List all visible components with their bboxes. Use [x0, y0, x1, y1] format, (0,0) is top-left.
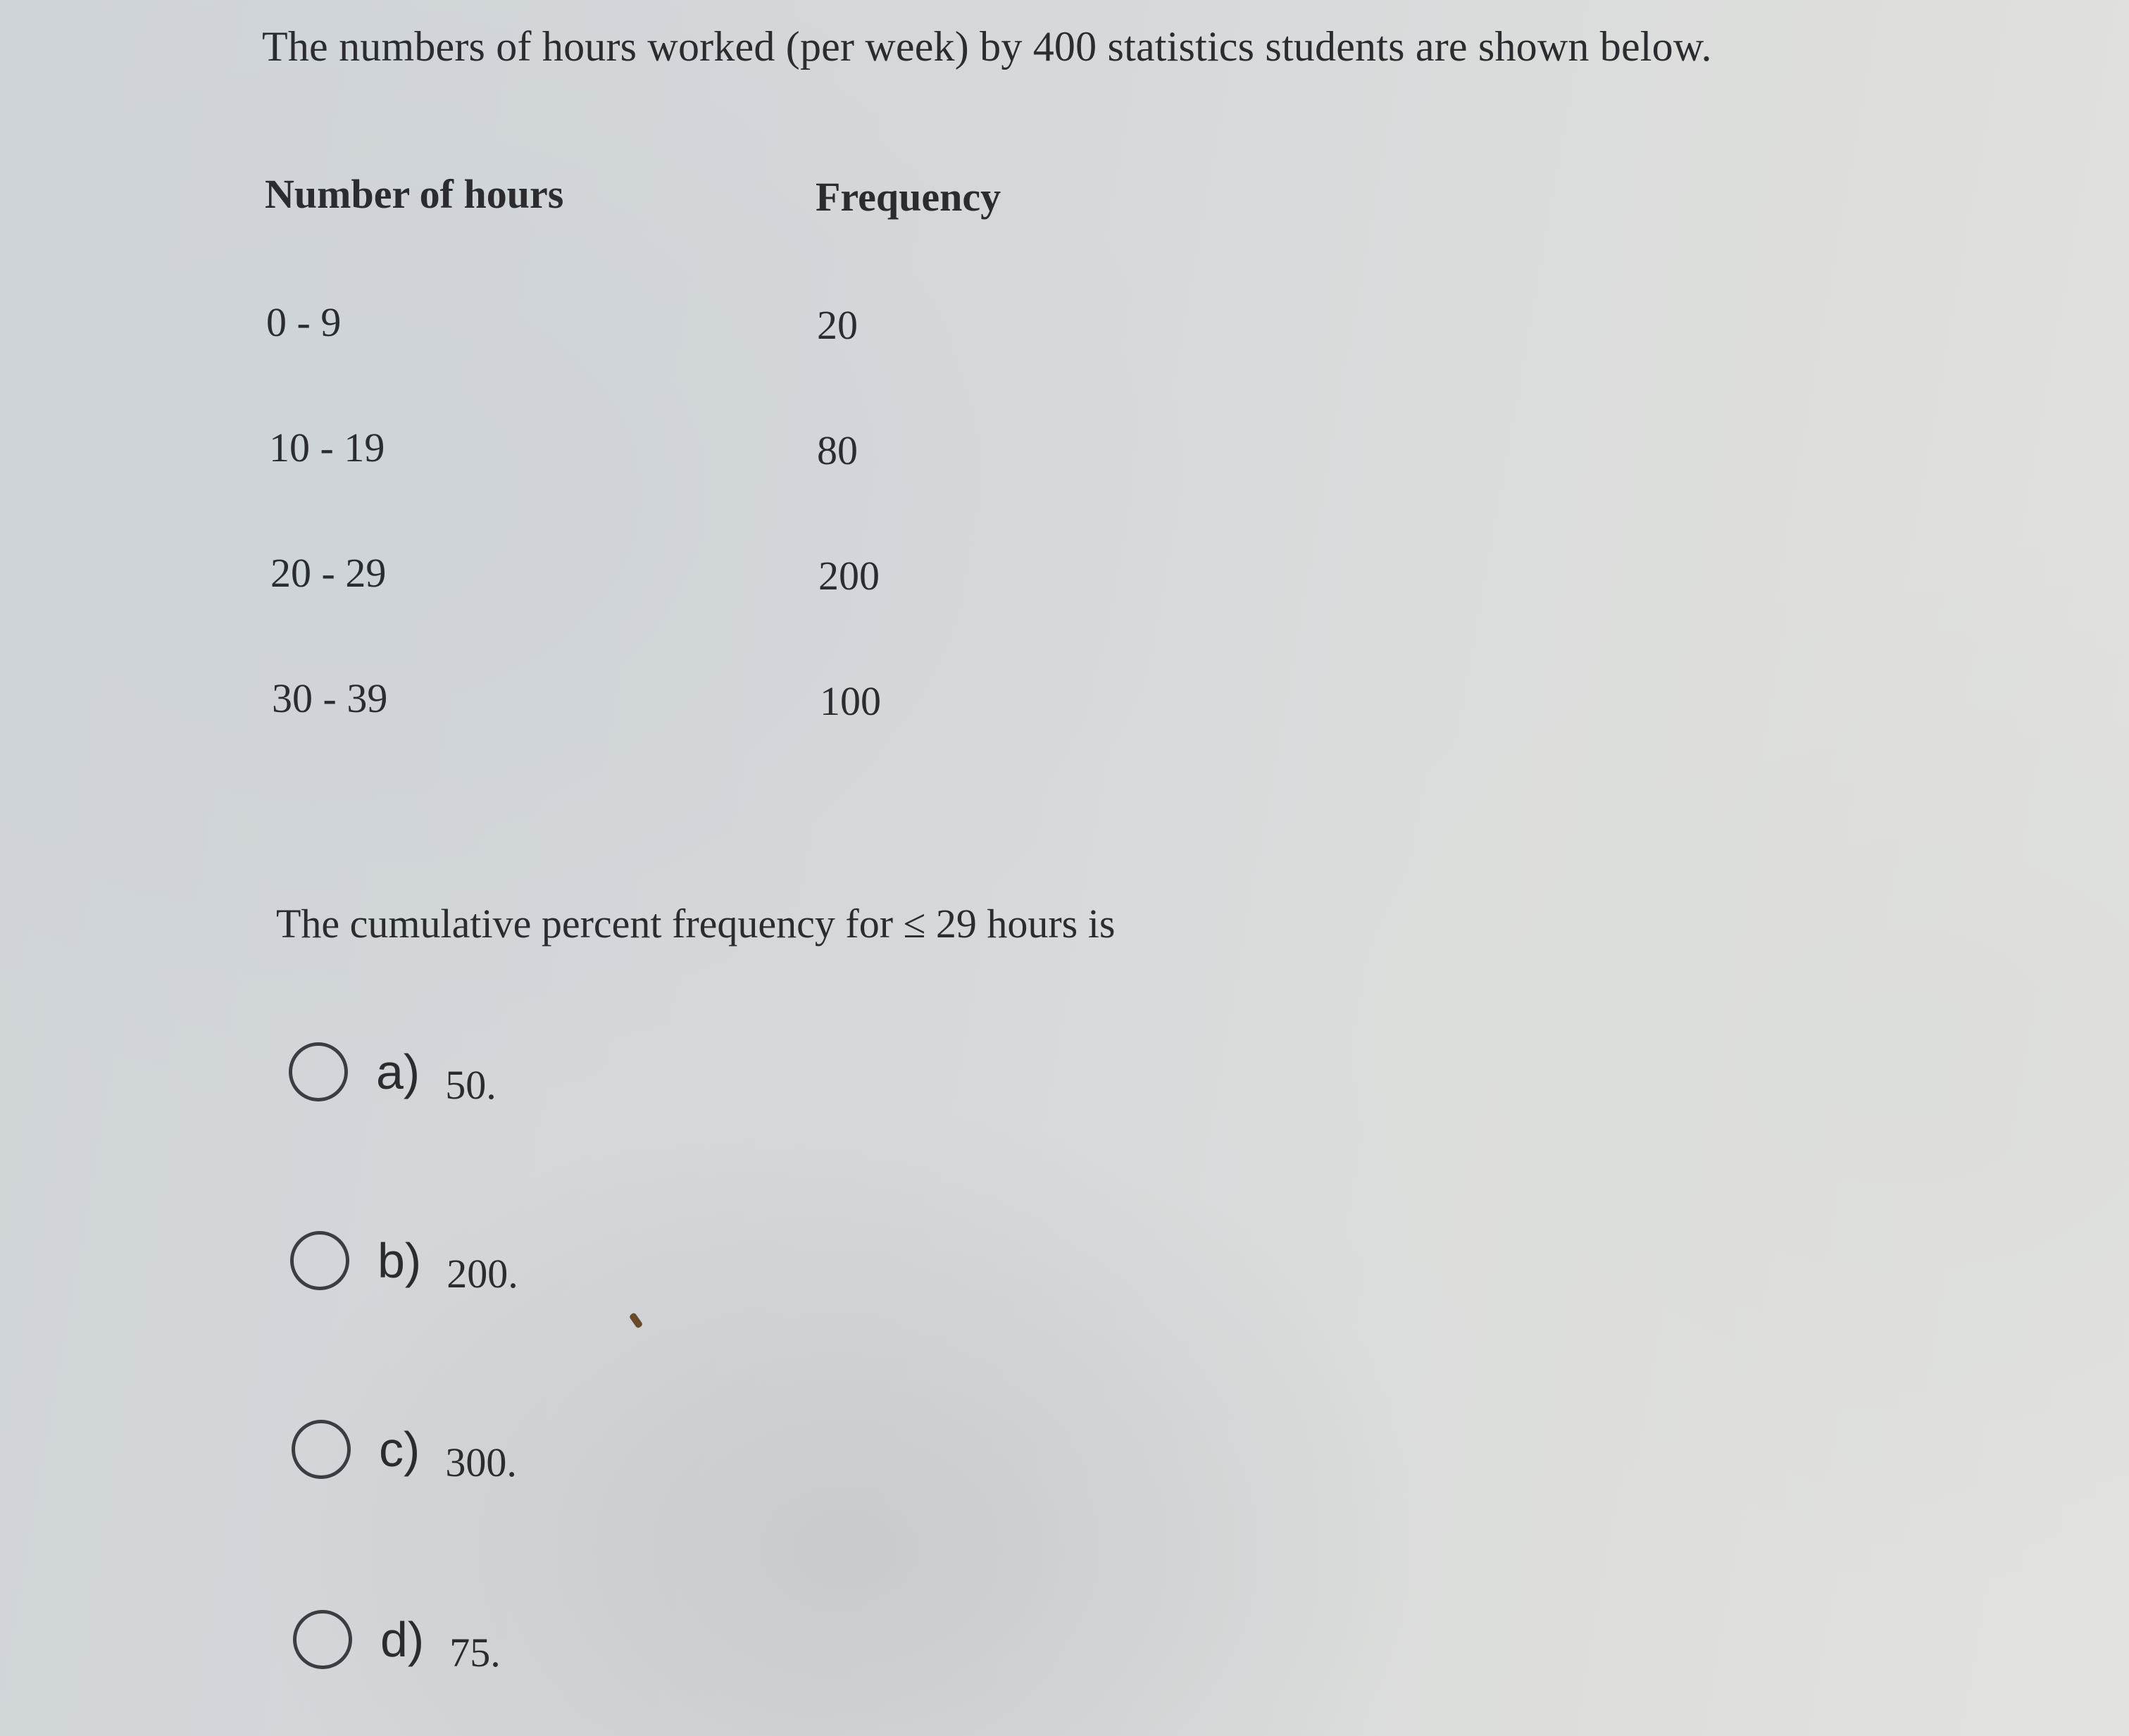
option-a-letter: a)	[376, 1044, 420, 1099]
table-cell-hours: 0 - 9	[266, 299, 342, 345]
table-cell-hours: 20 - 29	[270, 550, 387, 596]
radio-button-a[interactable]	[289, 1042, 348, 1101]
paper-speck	[629, 1312, 644, 1329]
table-cell-frequency: 80	[817, 427, 858, 473]
option-d-letter: d)	[380, 1612, 425, 1667]
table-cell-frequency: 200	[818, 553, 880, 599]
question-prompt	[276, 900, 1115, 947]
radio-button-d[interactable]	[293, 1610, 352, 1669]
question-header: The numbers of hours worked (per week) by 400 statistics students are shown below.	[262, 23, 1712, 70]
option-b-letter: b)	[377, 1233, 422, 1288]
column-header-frequency: Frequency	[816, 174, 1001, 220]
table-cell-hours: 10 - 19	[269, 425, 385, 470]
radio-button-c[interactable]	[292, 1420, 351, 1479]
option-c-letter: c)	[379, 1422, 420, 1477]
prompt-text-end: 29 hours is	[925, 901, 1116, 947]
table-cell-frequency: 100	[820, 678, 881, 724]
table-cell-hours: 30 - 39	[272, 675, 388, 721]
option-b[interactable]	[290, 1231, 518, 1297]
table-cell-frequency: 20	[817, 302, 858, 348]
option-d-value: 75.	[449, 1629, 501, 1675]
column-header-hours: Number of hours	[265, 171, 564, 217]
prompt-text: The cumulative percent frequency for	[276, 901, 904, 947]
option-b-value: 200.	[447, 1250, 518, 1297]
less-or-equal-symbol: ≤	[903, 901, 926, 947]
option-d[interactable]	[293, 1610, 501, 1675]
option-a-value: 50.	[445, 1061, 497, 1108]
radio-button-b[interactable]	[290, 1231, 349, 1290]
option-c-value: 300.	[445, 1439, 517, 1485]
option-c[interactable]	[292, 1420, 517, 1485]
option-a[interactable]	[289, 1042, 497, 1108]
